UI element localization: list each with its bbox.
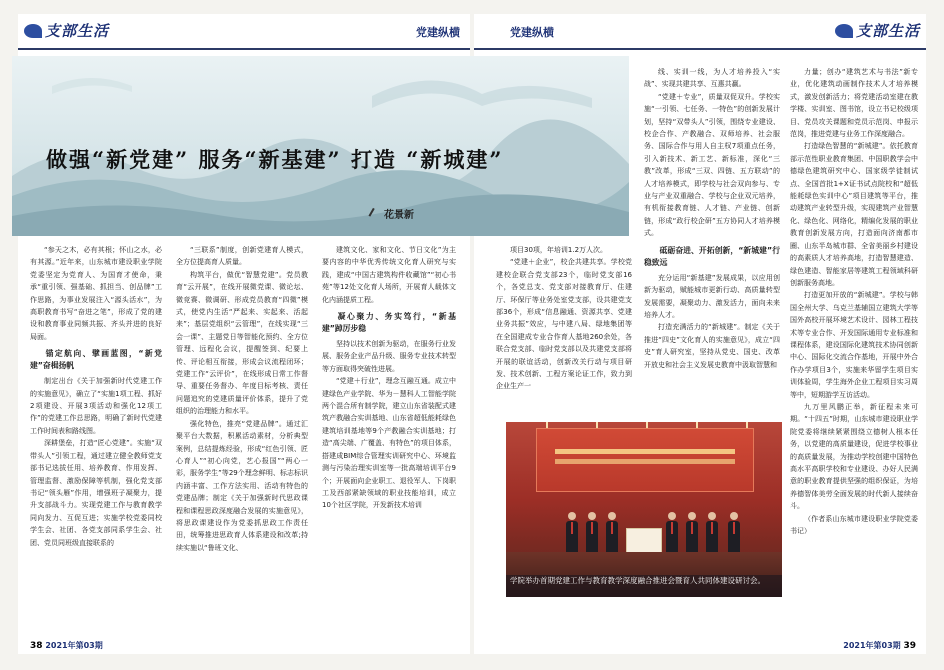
issue-label: 2021年第03期 bbox=[45, 641, 103, 650]
stage-screen bbox=[536, 428, 754, 492]
article-title: 做强“新党建” 服务“新基建” 打造 “新城建” bbox=[46, 147, 504, 172]
section-tag: 党建纵横 bbox=[510, 26, 554, 39]
photo-caption: 学院举办首期党建工作与教育教学深度融合推进会暨育人共同体建设研讨会。 bbox=[506, 575, 782, 597]
paragraph: 项目30项，年培训1.2万人次。 bbox=[510, 246, 608, 254]
article-column-5 bbox=[644, 66, 780, 420]
logo-text: 支部生活 bbox=[45, 22, 110, 40]
article-column-2 bbox=[176, 244, 308, 640]
paragraph: “参天之木，必有其根；怀山之水，必有其源。”近年来，山东城市建设职业学院党委坚定为党育人、为国育才使命，秉承“重引领、强基础、抓担当、创品牌”工作思路，为事业发展注入“源头活水”，为高职教育书写“奋进之笔”，形成了党的建设和教育事业同频共振、齐头并进的良好局面。 bbox=[30, 246, 162, 341]
paragraph: “党建＋企业”，校企共建共享。学校党建校企联合党支部23个，临时党支部16个，各党总支、党支部对接教育厅、住建厅、环保厅等业务处室党支部，设共建党支部36个，形成“信息融通、资源共享、党建业务共振”效应，与中建八局、绿地集团等在全国建成专业合作育人基地260余处，各联合党支部、临时党支部以及共建党支部将开展的联谊活动，创新改关行动与项目研发、技术创新、工程方案论证工作，致力到企业生产一 bbox=[496, 258, 632, 391]
paragraph: 打造更加开放的“新城建”。学校与韩国全州大学、乌克兰基辅国立建筑大学等国外高校开展环境艺术设计、园林工程技术等专业合作、开发国际通用专业标准和课程体系，建设国际化建筑技术协同创新中心、国际化交流合作基地，开展中外合作办学项目3个，实施来华留学生项目实训体验周，学生海外企业工程项目实习周等中，短期游学互访活动。 bbox=[790, 291, 918, 399]
paragraph: 制定出台《关于加强新时代党建工作的实施意见》，确立了“实施1项工程、抓好2项建设、开展3项活动和强化12项工作”的党建工作总思路，明确了新时代党建工作时间表和路线图。 bbox=[30, 377, 162, 435]
paragraph: 力量；创办“建筑艺术与书法”新专业，优化建筑动画制作技术人才培养模式，激发创新活力；将党建活动室建在教学楼、实训室、图书馆，设立书记校级项目、党员攻关课题和党员示范岗、申报示范岗，推进党建与业务工作深度融合。 bbox=[790, 68, 918, 139]
paragraph: 充分运用“新基建”发展成果，以应用创新为驱动，赋能城市更新行动、高质量转型发展需要，凝聚动力、激发活力，面向未来培养人才。 bbox=[644, 273, 780, 319]
paragraph: 建筑文化、家和文化、节日文化”为主要内容的中华优秀传统文化育人研究与实践，建成“中国古建筑构件收藏馆”“初心书苑”等12处文化育人场所，开展育人载体文化内涵提质工程。 bbox=[322, 246, 456, 304]
issue-label: 2021年第03期 bbox=[843, 641, 901, 650]
section-heading: 砥砺奋进、开拓创新，“新城建”行稳致远 bbox=[644, 245, 780, 267]
magazine-logo bbox=[835, 20, 920, 41]
paragraph: “党建＋行业”，理念互融互通。成立中建绿色产业学院、华为－慧科人工智能学院两个混合所有制学院，建立山东省装配式建筑产教融合实训基地、山东省超低能耗绿色建筑培训基地等9个产教融合实训基地；打造“高尖端、广覆盖、有特色”的项目体系，搭建成BIM综合管理实训研究中心、环境监测与污染治理实训室等一批高端培训平台9个；开展面向企业职工、退役军人、下岗职工及西部紧缺领域的职业技能培训，成立10个社区学院，开发新技术培训 bbox=[322, 377, 456, 510]
article-column-3 bbox=[322, 244, 456, 640]
magazine-logo bbox=[24, 20, 109, 41]
section-heading: 凝心聚力、务实笃行，“新基建”踔厉步稳 bbox=[322, 312, 456, 334]
logo-mark-icon bbox=[24, 24, 42, 38]
paragraph: “党建＋专业”，质量双促双升。学校实施“一引领、七任务、一特色”的创新发展计划，坚持“双带头人”引领，围绕专业建设、校企合作、产教融合、双师培养、社会服务、国际合作与用人自主权7项重点任务，引入新技术、新工艺、新标准，深化“三教”改革，形成“三双、四链、五方联动”的人才培养模式，即学校与社会双向参与、专业与产业双重融合、学校与企业双元培养，有机衔接教育链、人才链、产业链、创新链，形成“政行校企研”五方协同人才培养模式。 bbox=[644, 92, 780, 238]
event-photo bbox=[506, 422, 782, 597]
page-number: 39 bbox=[903, 641, 916, 651]
right-footer bbox=[843, 640, 916, 654]
left-page-header bbox=[18, 14, 470, 50]
paragraph: 打造绿色智慧的“新城建”。依托教育部示范性职业教育集团、中国职教学会中德绿色建筑研究中心、国家级学徒制试点、全国首批1+X证书试点院校和“超低能耗绿色实训中心”项目建筑等平台，推动建筑产业转型升级，实现建筑产业智慧化、绿色化、网络化，精编化发展的职业教育创新发展方向，打造面向济南都市圈、山东半岛城市群、全省美丽乡村建设的高素质人才培养高地，打造智慧建造、绿色建造、智能家居等建筑工程领域科研创新服务高地。 bbox=[790, 142, 918, 287]
logo-mark-icon bbox=[835, 24, 853, 38]
title-banner bbox=[12, 56, 629, 236]
page-number: 38 bbox=[30, 641, 43, 651]
paragraph: 深耕堡垒，打造“匠心党建”。实施“双带头人”引领工程，通过建立健全教师党支部书记选拔任用、培养教育、作用发挥、管理监督、激励保障等机制，强化党支部书记“领头雁”作用，增强班子凝聚力，提升支部战斗力。实现党建工作与教育教学同向发力、互促互进；实施学校党委同校学生会、社团、各党支部同系学生会、社团、党员同班级直接联系的 bbox=[30, 439, 162, 547]
paragraph: 强化特色，推亮“党建品牌”。通过汇聚平台大数据，积累活动素材，分析典型案例，总结提炼经验，形成“红色引领、匠心育人”“初心向党，艺心报国”“两心一彩，服务学生”等29个理念鲜明、标志标识内涵丰富、工作方法实用、活动有特色的党建品牌；制定《关于加强新时代思政课程和课程思政深度融合发展的实施意见》，将思政课建设作为党委抓思政工作责任田，统筹推进思政育人体系建设和改革;持续实施以“鲁班文化、 bbox=[176, 419, 308, 552]
right-page-header bbox=[474, 14, 926, 50]
paragraph: 打造充满活力的“新城建”。制定《关于推进“四史”文化育人的实施意见》，成立“四史”育人研究室，坚持从党史、国史、改革开放史和社会主义发展史教育中汲取智慧和 bbox=[644, 323, 780, 369]
paragraph: 线、实训一线，为人才培养投入“实战”、实现共建共享、互惠共赢。 bbox=[644, 68, 780, 89]
paragraph: 九万里风鹏正举，新征程未来可期。“十四五”时期，山东城市建设职业学院党委将继续紧紧围绕立德树人根本任务，以党建的高质量建设，促进学校事业的高质量发展，为推动学校创建中国特色高水平高职学校和专业建设、办好人民满意的职业教育提供坚强的组织保证，为培养德智体美劳全面发展的时代新人接续奋斗。 bbox=[790, 402, 918, 511]
paragraph: “三联系”制度，创新党建育人模式，全方位提高育人质量。 bbox=[176, 246, 308, 267]
paragraph: 构筑平台，做优“智慧党建”。党员教育“云开展”，在线开展微党课、微论坛、微竞赛、微调研、形成党员教育“四微”模式，使党内生活“严起来、实起来、活起来”；基层党组织“云管理”，在线实现“三会一课”、主题党日等智能化预约、全方位管理、远程化会议，提醒签到、纪要上传、评论相互衔接，形成会议流程闭环；党建工作“云评价”，在线形成日常工作督导、重要任务督办、年度目标考核、责任问题追究的党建质量评价体系，提升了党组织的治理能力和水平。 bbox=[176, 270, 308, 416]
section-tag: 党建纵横 bbox=[416, 26, 460, 39]
article-column-4 bbox=[496, 244, 632, 420]
paragraph: 坚持以技术创新为驱动，在服务行业发展、服务企业产品升级、服务专业技术转型等方面取得突破性进展。 bbox=[322, 340, 456, 373]
author-name: 花景新 bbox=[384, 210, 414, 221]
section-heading: 锚定航向、擘画蓝图，“新党建”奋楫扬帆 bbox=[30, 349, 162, 371]
article-column-1 bbox=[30, 244, 162, 640]
article-author bbox=[370, 206, 414, 221]
paragraph: （作者系山东城市建设职业学院党委书记） bbox=[790, 514, 918, 536]
article-column-6 bbox=[790, 66, 918, 640]
pen-icon bbox=[368, 208, 382, 221]
logo-text: 支部生活 bbox=[855, 22, 920, 40]
left-footer bbox=[30, 640, 103, 654]
